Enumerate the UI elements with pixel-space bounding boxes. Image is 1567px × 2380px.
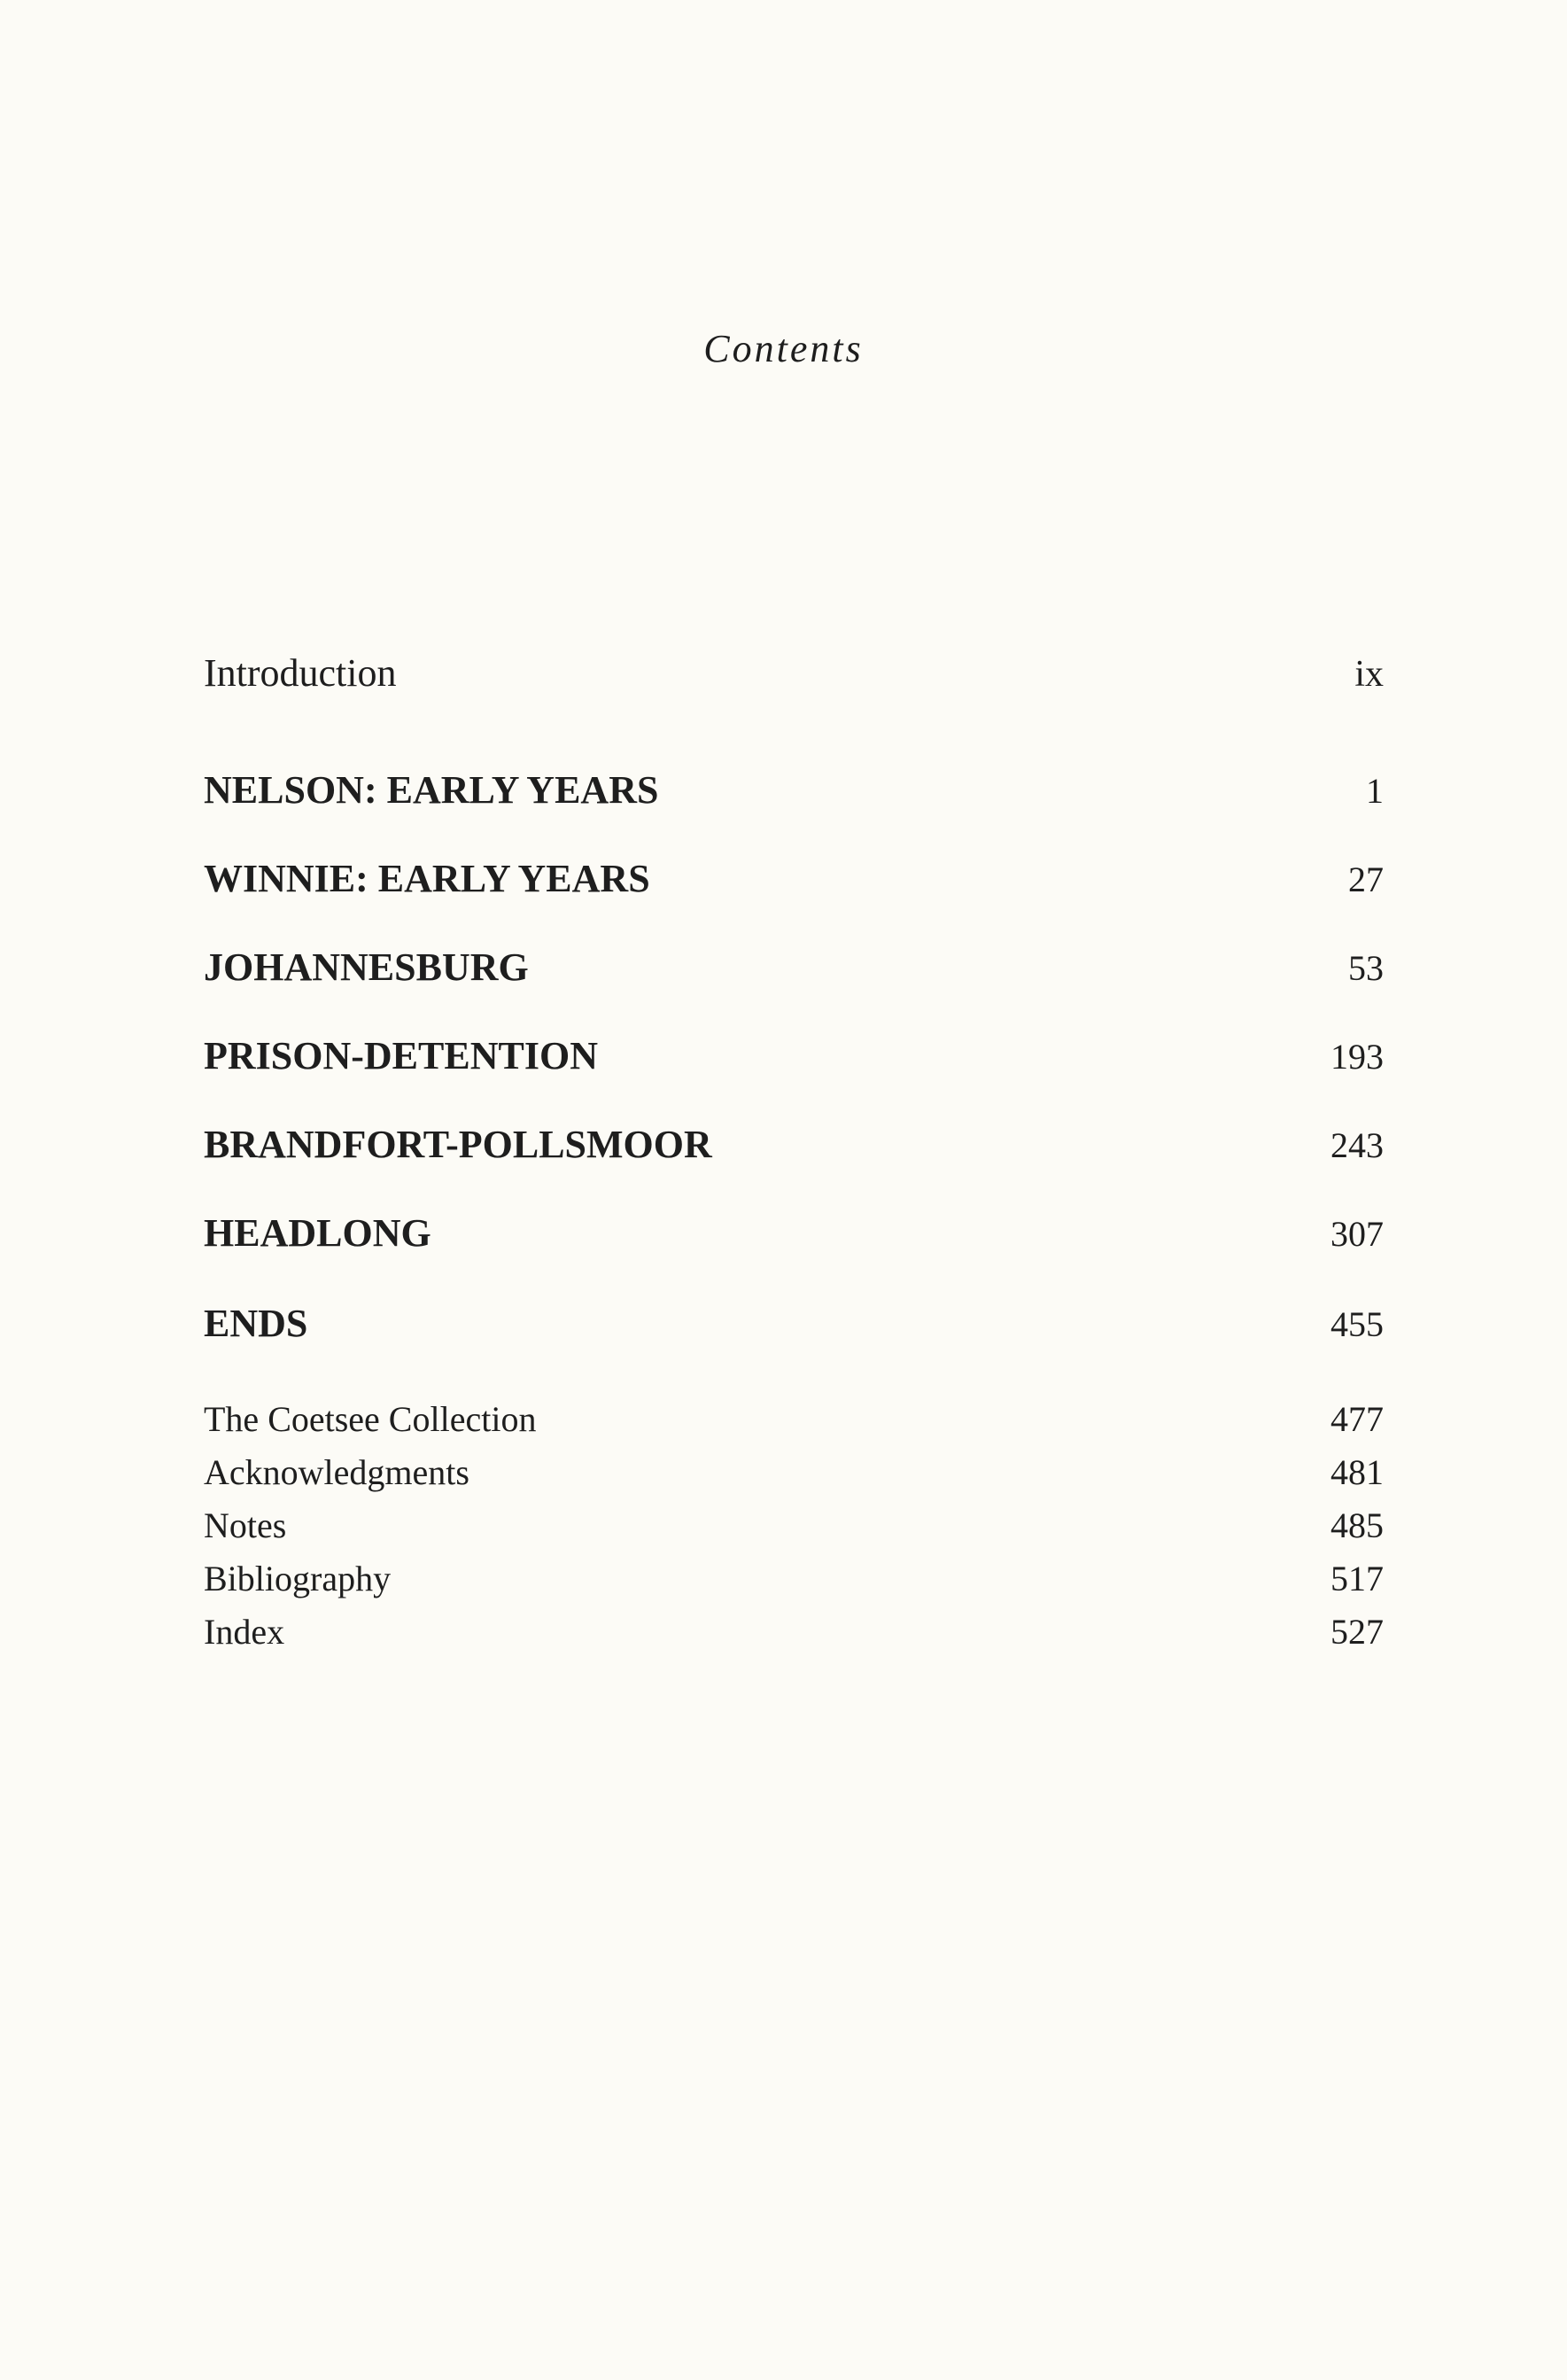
toc-part-label: JOHANNESBURG [204,945,529,989]
toc-part-label: PRISON-DETENTION [204,1034,598,1077]
toc-page-number: 517 [1330,1559,1384,1598]
toc-part-label: NELSON: EARLY YEARS [204,768,659,812]
toc-page-number: 243 [1330,1125,1384,1165]
toc-part-entry [204,945,1384,990]
toc-part-entry [204,1301,1384,1346]
toc-page-number: 477 [1330,1399,1384,1439]
toc-part-entry [204,1122,1384,1167]
toc-part-entry [204,1033,1384,1078]
toc-page-number: 193 [1330,1037,1384,1077]
toc-back-matter-entry [204,1398,1384,1440]
toc-part-label: WINNIE: EARLY YEARS [204,857,650,900]
toc-entry-label: Introduction [204,651,397,695]
toc-part-entry [204,856,1384,901]
toc-back-matter-entry [204,1451,1384,1493]
toc-page-number: 527 [1330,1612,1384,1652]
toc-back-matter-label: Acknowledgments [204,1452,469,1492]
toc-back-matter-entry [204,1558,1384,1599]
toc-page-number: 307 [1330,1214,1384,1254]
toc-page-number: 485 [1330,1505,1384,1545]
toc-part-label: ENDS [204,1302,308,1345]
toc-back-matter-label: Bibliography [204,1559,392,1598]
toc-part-label: HEADLONG [204,1211,431,1255]
toc-part-label: BRANDFORT-POLLSMOOR [204,1123,712,1166]
toc-part-entry [204,1210,1384,1256]
toc-page-number: 27 [1348,859,1384,899]
toc-back-matter-label: Index [204,1612,285,1652]
toc-back-matter-label: Notes [204,1505,287,1545]
page-title: Contents [703,327,864,370]
toc-back-matter-entry [204,1505,1384,1546]
toc-page-number: 53 [1348,948,1384,988]
toc-back-matter-label: The Coetsee Collection [204,1399,537,1439]
toc-back-matter-entry [204,1611,1384,1653]
toc-page-number: 455 [1330,1304,1384,1344]
toc-page-number: 1 [1366,771,1384,811]
toc-entry-introduction [204,650,1384,696]
toc-part-entry [204,767,1384,813]
toc-page-number: 481 [1330,1452,1384,1492]
toc-page-number: ix [1354,654,1384,695]
